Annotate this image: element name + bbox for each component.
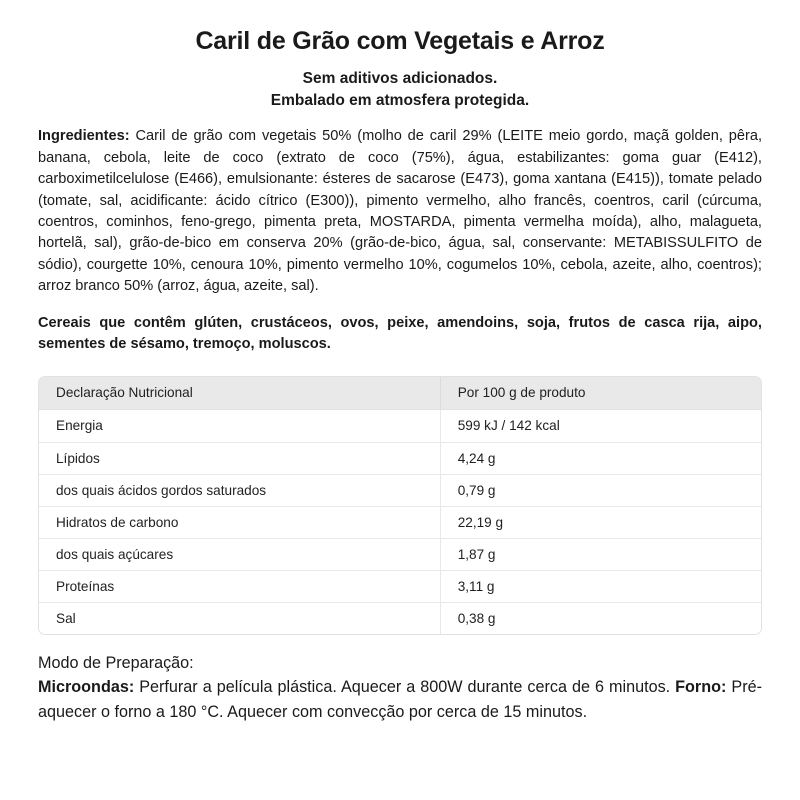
oven-instructions: Pré-aquecer o forno a 180 °C. Aquecer com convecção por cerca de 15 minutos. [38,678,762,721]
nutrient-value: 0,79 g [440,474,761,506]
nutrient-label: Sal [39,602,440,634]
nutrient-value: 4,24 g [440,442,761,474]
nutrient-value: 1,87 g [440,538,761,570]
ingredients-section [38,126,762,298]
nutrient-label: dos quais ácidos gordos saturados [39,474,440,506]
page-title: Caril de Grão com Vegetais e Arroz [195,27,605,55]
preparation-heading: Modo de Preparação: [38,653,194,672]
nutrient-label: Energia [56,418,103,434]
claim-no-additives: Sem aditivos adicionados. [302,70,498,88]
nutrient-label: Lípidos [39,442,440,474]
ingredients-label: Ingredientes: [38,128,130,145]
table-row [39,602,761,634]
nutrient-value: 3,11 g [440,570,761,602]
preparation-section [38,651,762,725]
nutrient-label: Hidratos de carbono [39,506,440,538]
nutrient-label: Proteínas [39,570,440,602]
column-header-declaration: Declaração Nutricional [39,377,440,410]
table-row [39,442,761,474]
table-header-row [39,377,761,410]
nutrient-value: 22,19 g [440,506,761,538]
nutrient-value: 599 kJ / 142 kcal [440,410,761,442]
allergens-statement: Cereais que contêm glúten, crustáceos, ovos, peixe, amendoins, soja, frutos de casca rija, aipo, sementes de sésamo, tremoço, moluscos. [38,314,762,353]
table-row [39,570,761,602]
microwave-label: Microondas: [38,678,135,697]
product-claims [38,68,762,112]
nutrition-table [38,376,762,635]
nutrient-label: dos quais açúcares [39,538,440,570]
table-row [39,410,761,442]
column-header-per-100g: Por 100 g de produto [440,377,761,410]
table-row [39,506,761,538]
table-row [39,474,761,506]
nutrition-table-head [39,377,761,410]
nutrition-table-body [39,410,761,634]
oven-label: Forno: [675,678,727,697]
label-header [0,0,800,112]
nutrient-value: 0,38 g [440,602,761,634]
nutrition-table-container [38,376,762,635]
microwave-instructions: Perfurar a película plástica. Aquecer a 800W durante cerca de 6 minutos. [134,678,676,697]
table-row [39,538,761,570]
claim-protective-atmosphere: Embalado em atmosfera protegida. [270,92,530,110]
ingredients-text: Caril de grão com vegetais 50% (molho de caril 29% (LEITE meio gordo, maçã golden, pêra, banana, cebola, leite de coco (extrato de coco (75%), água, estabilizantes: goma guar (E412), carboximetilcelulose (E466), emulsionante: ésteres de sacarose (E473), goma xantana (E415)), tomate pelado (tomate, sal, acidificante: ácido cítrico (E300)), pimento vermelho, alho francês, coentros, caril (cúrcuma, coentros, cominhos, feno-grego, pimenta preta, MOSTARDA, pimenta vermelha moída), alho, malagueta, hortelã, sal), grão-de-bico em conserva 20% (grão-de-bico, água, sal, conservante: METABISSULFITO de sódio), courgette 10%, cenoura 10%, pimento vermelho 10%, cogumelos 10%, cebola, azeite, alho, coentros); arroz branco 50% (arroz, água, azeite, sal). [38,128,762,295]
